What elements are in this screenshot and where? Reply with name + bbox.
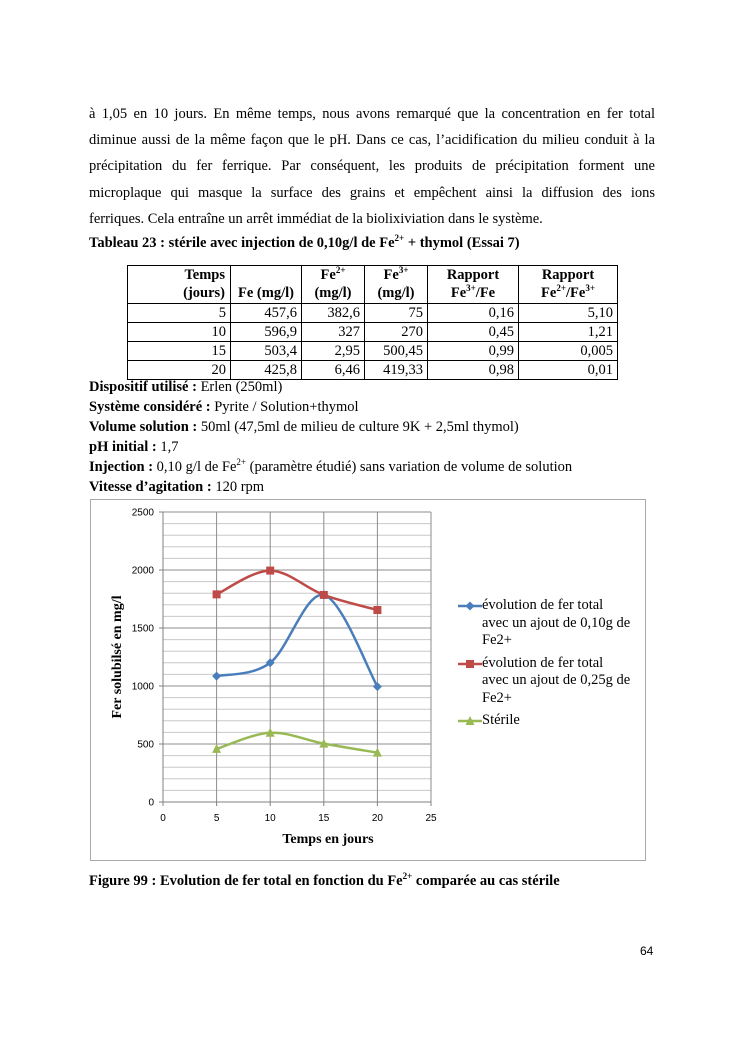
- table-row: 15 503,4 2,95 500,45 0,99 0,005: [128, 342, 618, 361]
- header-temps: Temps (jours): [128, 266, 231, 304]
- legend-marker-triangle: [458, 712, 482, 730]
- table-row: 20 425,8 6,46 419,33 0,98 0,01: [128, 361, 618, 380]
- x-tick-label: 0: [160, 813, 166, 824]
- results-table: [127, 265, 618, 380]
- x-tick-label: 10: [264, 813, 276, 824]
- header-fe2: $Fe^{2+}$ (mg/l): [302, 266, 365, 304]
- legend-label: avec un ajout de 0,10g de: [482, 614, 631, 631]
- x-tick-label: 15: [318, 813, 330, 824]
- header-rapport-fe3-fe: Rapport $Fe^{3+}/Fe$: [428, 266, 519, 304]
- header-fe: Fe (mg/l): [231, 266, 302, 304]
- table-row: 10 596,9 327 270 0,45 1,21: [128, 323, 618, 342]
- header-fe3: $Fe^{3+}$ (mg/l): [365, 266, 428, 304]
- legend-label: Fe2+: [482, 632, 512, 648]
- x-tick-label: 5: [213, 813, 220, 824]
- y-tick-label: 0: [148, 797, 154, 809]
- header-rapport-fe2-fe3: Rapport $Fe^{2+}/Fe^{3+}$: [519, 266, 618, 304]
- table-header-row: [128, 266, 618, 304]
- table-caption: Tableau 23 : stérile avec injection de 0,10g/l de $Fe^{2+}$ + thymol (Essai 7): [89, 233, 520, 251]
- info-vitesse: Vitesse d’agitation : 120 rpm: [89, 479, 265, 495]
- chart-legend: [458, 597, 648, 735]
- paragraph-line: diminue aussi de la même façon que le pH. Dans ce cas, l’acidification du milieu conduit à la: [89, 132, 655, 149]
- legend-label: évolution de fer total: [482, 654, 604, 671]
- body-paragraph: [89, 101, 655, 232]
- legend-item-fe-010: [458, 597, 648, 650]
- y-tick-label: 1500: [131, 623, 154, 635]
- table-row: 5 457,6 382,6 75 0,16 5,10: [128, 304, 618, 323]
- legend-marker-square: [458, 655, 482, 673]
- y-axis-title: Fer solubilsé en mg/l: [110, 595, 125, 719]
- paragraph-line: à 1,05 en 10 jours. En même temps, nous avons remarqué que la concentration en fer total: [89, 106, 655, 122]
- x-tick-label: 25: [425, 813, 437, 824]
- legend-item-sterile: [458, 712, 648, 730]
- figure-caption: Figure 99 : Evolution de fer total en fonction du $Fe^{2+}$ comparée au cas stérile: [89, 871, 560, 889]
- y-tick-label: 2500: [131, 507, 154, 519]
- legend-item-fe-025: [458, 655, 648, 708]
- paragraph-line: ferriques. Cela entraîne un arrêt immédiat de la biolixiviation dans le système.: [89, 210, 543, 227]
- info-volume: Volume solution : 50ml (47,5ml de milieu de culture 9K + 2,5ml thymol): [89, 419, 519, 435]
- info-dispositif: Dispositif utilisé : Erlen (250ml): [89, 379, 283, 395]
- legend-marker-diamond: [458, 597, 482, 615]
- info-ph: pH initial : 1,7: [89, 439, 179, 455]
- legend-label: Stérile: [482, 712, 520, 728]
- x-tick-label: 20: [371, 813, 383, 824]
- paragraph-line: précipitation du fer ferrique. Par conséquent, les produits de précipitation forment une: [89, 158, 655, 175]
- legend-label: avec un ajout de 0,25g de: [482, 672, 631, 688]
- info-systeme: Système considéré : Pyrite / Solution+thymol: [89, 399, 359, 415]
- paragraph-line: microplaque qui masque la surface des grains et empêchent ainsi la diffusion des ions: [89, 184, 655, 201]
- x-axis-title: Temps en jours: [282, 832, 374, 847]
- y-tick-label: 1000: [131, 681, 154, 693]
- y-tick-label: 500: [137, 739, 154, 751]
- y-tick-label: 2000: [131, 565, 154, 577]
- info-injection: Injection : 0,10 g/l de $Fe^{2+}$ (paramètre étudié) sans variation de volume de solution: [89, 457, 573, 475]
- page-number: 64: [640, 944, 654, 958]
- legend-label: évolution de fer total: [482, 597, 604, 613]
- legend-label: Fe2+: [482, 689, 512, 706]
